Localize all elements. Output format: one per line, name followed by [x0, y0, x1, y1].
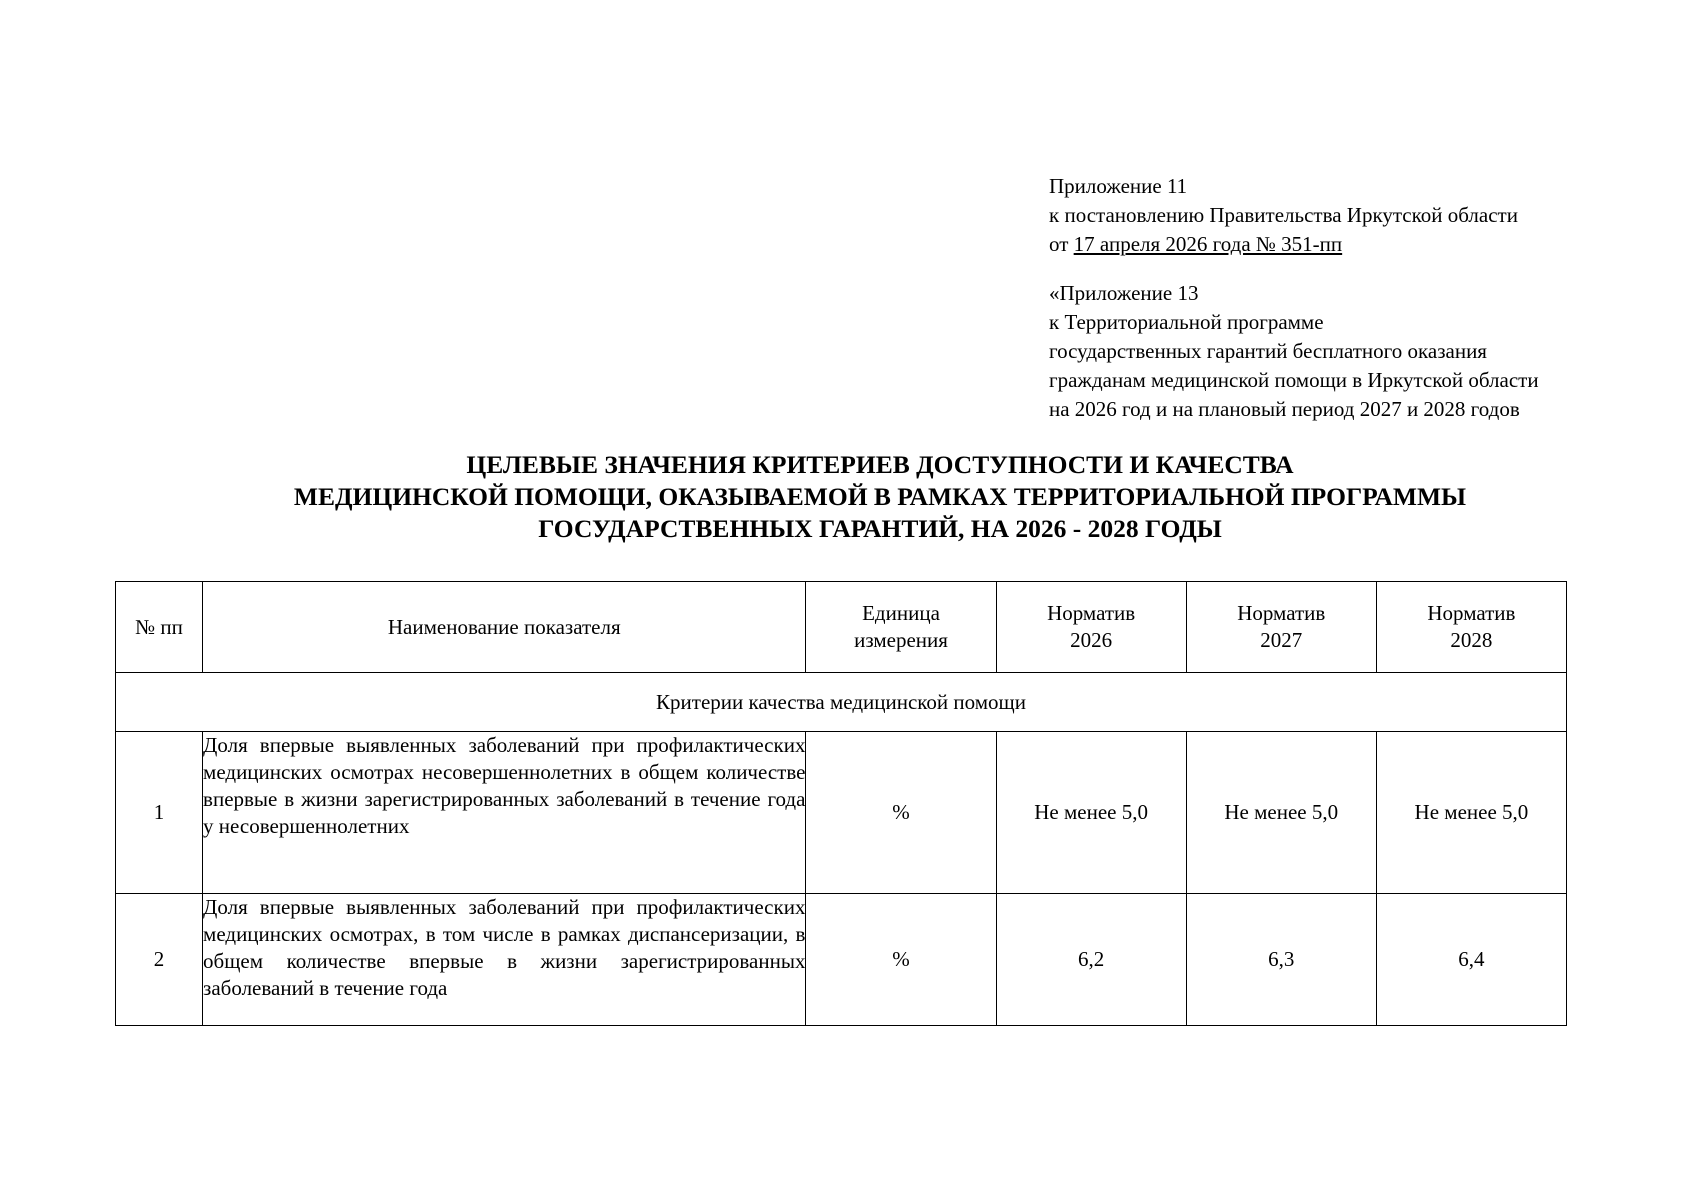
unit-cell: %	[806, 894, 996, 1026]
section-title: Критерии качества медицинской помощи	[116, 673, 1567, 732]
row-number: 1	[116, 732, 203, 894]
header-unit	[806, 582, 996, 673]
norm-2027-cell: 6,3	[1186, 894, 1376, 1026]
appendix-line: гражданам медицинской помощи в Иркутской области	[1049, 368, 1539, 392]
norm-2028-cell: 6,4	[1376, 894, 1566, 1026]
table-row	[116, 894, 1567, 1026]
criteria-table	[115, 581, 1567, 1026]
norm-2028-cell: Не менее 5,0	[1376, 732, 1566, 894]
title-line: МЕДИЦИНСКОЙ ПОМОЩИ, ОКАЗЫВАЕМОЙ В РАМКАХ ТЕРРИТОРИАЛЬНОЙ ПРОГРАММЫ	[293, 482, 1467, 511]
header-name: Наименование показателя	[203, 582, 806, 673]
table-header-row	[116, 582, 1567, 673]
norm-2026-cell: 6,2	[996, 894, 1186, 1026]
document-title	[100, 449, 1660, 545]
table-row	[116, 732, 1567, 894]
header-unit-line: Единица	[862, 601, 940, 625]
appendix-block	[1049, 172, 1669, 424]
appendix-date-prefix: от	[1049, 232, 1074, 256]
header-norm-label: Норматив	[1237, 601, 1326, 625]
header-unit-line: измерения	[854, 628, 948, 652]
norm-2026-cell: Не менее 5,0	[996, 732, 1186, 894]
appendix-line: государственных гарантий бесплатного оказания	[1049, 339, 1487, 363]
header-norm-year: 2026	[1070, 628, 1113, 652]
indicator-text: Доля впервые выявленных заболеваний при профилактических медицинских осмотрах, в том числе в рамках диспансеризации, в общем количестве впервые в жизни зарегистрированных заболеваний в течение года	[203, 895, 806, 1000]
appendix-line: на 2026 год и на плановый период 2027 и 2028 годов	[1049, 397, 1520, 421]
indicator-name	[203, 894, 806, 1026]
unit-cell: %	[806, 732, 996, 894]
header-norm-label: Норматив	[1427, 601, 1516, 625]
title-line: ГОСУДАРСТВЕННЫХ ГАРАНТИЙ, НА 2026 - 2028 ГОДЫ	[538, 514, 1222, 543]
header-num: № пп	[116, 582, 203, 673]
header-norm-2026	[996, 582, 1186, 673]
appendix-line: Приложение 11	[1049, 174, 1188, 198]
appendix-line: к постановлению Правительства Иркутской области	[1049, 203, 1518, 227]
indicator-name	[203, 732, 806, 894]
appendix-line: к Территориальной программе	[1049, 310, 1324, 334]
header-norm-year: 2027	[1260, 628, 1303, 652]
appendix-date-line	[1049, 230, 1669, 259]
resolution-number: 17 апреля 2026 года № 351-пп	[1073, 232, 1343, 256]
header-norm-2027	[1186, 582, 1376, 673]
indicator-text: Доля впервые выявленных заболеваний при профилактических медицинских осмотрах несовершеннолетних в общем количестве впервые в жизни зарегистрированных заболеваний в течение года у несовершеннолетних	[203, 733, 806, 838]
header-norm-2028	[1376, 582, 1566, 673]
header-norm-label: Норматив	[1047, 601, 1136, 625]
norm-2027-cell: Не менее 5,0	[1186, 732, 1376, 894]
section-row	[116, 673, 1567, 732]
row-number: 2	[116, 894, 203, 1026]
appendix-line: «Приложение 13	[1049, 281, 1199, 305]
title-line: ЦЕЛЕВЫЕ ЗНАЧЕНИЯ КРИТЕРИЕВ ДОСТУПНОСТИ И КАЧЕСТВА	[466, 450, 1294, 479]
header-norm-year: 2028	[1450, 628, 1493, 652]
